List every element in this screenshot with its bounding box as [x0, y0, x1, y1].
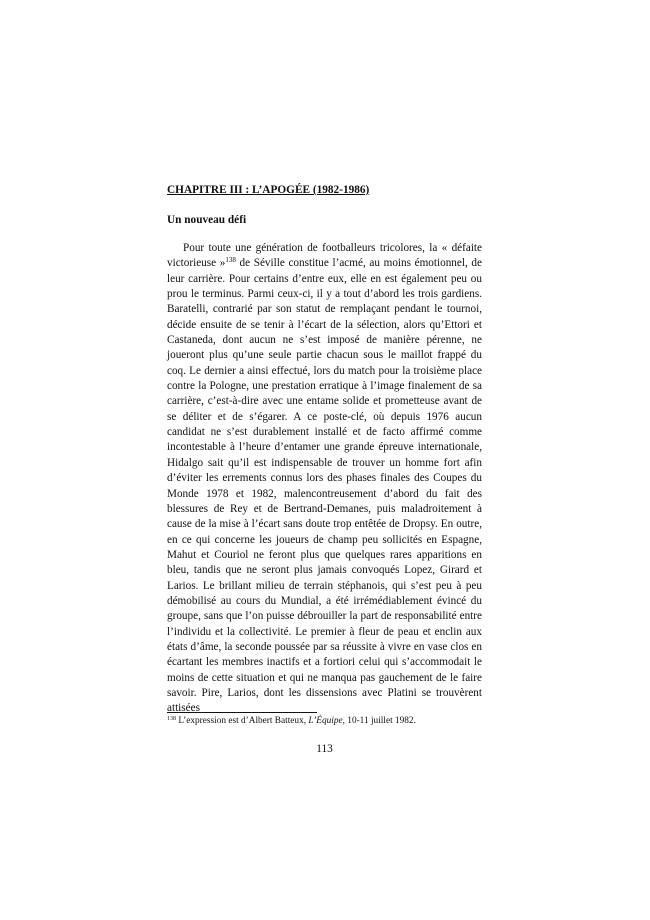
footnote	[167, 715, 482, 727]
footnote-number: 138	[167, 716, 176, 722]
footnote-date: , 10-11 juillet 1982.	[342, 716, 416, 726]
book-page	[167, 0, 482, 920]
page-number: 113	[316, 743, 333, 755]
body-paragraph	[167, 241, 482, 717]
chapter-title: CHAPITRE III : L’APOGÉE (1982-1986)	[167, 184, 370, 196]
footnote-source: L’Équipe	[308, 716, 343, 726]
body-lead-text: Pour toute une génération de footballeurs tricolores, la « défaite victorieuse »	[167, 242, 482, 270]
footnote-text: L’expression est d’Albert Batteux,	[176, 716, 309, 726]
footnote-divider	[167, 712, 317, 713]
body-main-text: de Séville constitue l’acmé, au moins émotionnel, de leur carrière. Pour certains d’entre eux, elle en est également peu ou prou le terminus. Parmi ceux-ci, il y a tout d’abord les trois gardiens. Baratelli, contrarié par son statut de remplaçant pendant le tournoi, décide ensuite de se tenir à l’écart de la sélection, alors qu’Ettori et Castaneda, dont aucun ne s’est imposé de manière pérenne, ne joueront plus qu’une seule partie chacun sous le maillot frappé du coq. Le dernier a ainsi effectué, lors du match pour la troisième place contre la Pologne, une prestation erratique à l’image finalement de sa carrière, c’est-à-dire avec une entame solide et prometteuse avant de se déliter et de s’égarer. A ce poste-clé, où depuis 1976 aucun candidat ne s’est durablement installé et de facto affirmé comme incontestable à l’heure d’entamer une grande épreuve internationale, Hidalgo sait qu’il est indispensable de trouver un homme fort afin d’éviter les errements connus lors des phases finales des Coupes du Monde 1978 et 1982, malencontreusement d’abord du fait des blessures de Rey et de Bertrand-Demanes, puis maladroitement à cause de la mise à l’écart sans doute trop entêtée de Dropsy. En outre, en ce qui concerne les joueurs de champ peu sollicités en Espagne, Mahut et Couriol ne feront plus que quelques rares apparitions en bleu, tandis que ne seront plus jamais convoqués Lopez, Girard et Larios. Le brillant milieu de terrain stéphanois, qui s’est peu à peu démobilisé au cours du Mundial, a été irrémédiablement évincé du groupe, sans que l’on puisse débrouiller la part de responsabilité entre l’individu et la collectivité. Le premier à fleur de peau et enclin aux états d’âme, la seconde poussée par sa réussite à vivre en vase clos en écartant les membres inactifs et a fortiori celui qui s’accommodait le moins de cette situation et qui ne manqua pas gauchement de le faire savoir. Pire, Larios, dont les dissensions avec Platini se trouvèrent attisées	[167, 257, 482, 715]
section-title: Un nouveau défi	[167, 214, 247, 226]
footnote-reference: 138	[225, 256, 236, 265]
